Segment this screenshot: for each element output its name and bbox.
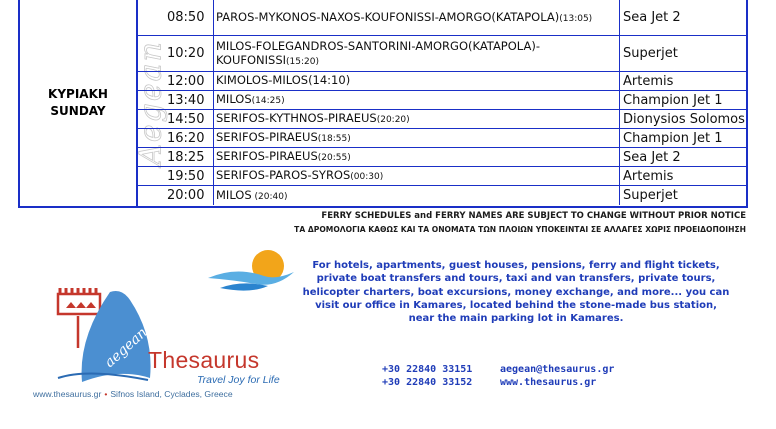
day-english: SUNDAY bbox=[50, 104, 106, 118]
departure-time: 18:25 bbox=[166, 148, 214, 166]
departure-time: 19:50 bbox=[166, 167, 214, 185]
departure-time: 10:20 bbox=[166, 36, 214, 71]
route-text: MILOS (20:40) bbox=[216, 187, 288, 202]
route bbox=[214, 186, 620, 205]
logo-text: aegean bbox=[101, 324, 151, 371]
phone-2[interactable]: +30 22840 33152 bbox=[382, 377, 473, 388]
schedule-row bbox=[138, 110, 746, 129]
arrival-time: (18:55) bbox=[317, 134, 351, 144]
contact-block bbox=[382, 363, 614, 389]
brand-location: Sifnos Island, Cyclades, Greece bbox=[110, 389, 233, 399]
route bbox=[214, 72, 620, 90]
arrival-time: (20:40) bbox=[251, 191, 288, 202]
ferry-name: Sea Jet 2 bbox=[623, 149, 681, 165]
route bbox=[214, 110, 620, 128]
brand-site[interactable]: www.thesaurus.gr bbox=[33, 389, 102, 399]
route bbox=[214, 91, 620, 109]
email-link[interactable]: aegean@thesaurus.gr bbox=[500, 364, 615, 375]
arrival-time: (00:30) bbox=[350, 172, 384, 182]
departure-time: 12:00 bbox=[166, 72, 214, 90]
route bbox=[214, 167, 620, 185]
departure-time: 16:20 bbox=[166, 129, 214, 147]
day-cell bbox=[20, 0, 138, 206]
services-info: For hotels, apartments, guest houses, pensions, ferry and flight tickets, private boat transfers and tours, taxi and van transfers, private tours, helicopter charters, boat excursions, money exchange, and more... you can visit our office in Kamares, located behind the stone-made bus station, near the main parking lot in Kamares. bbox=[302, 260, 730, 325]
schedule-row bbox=[138, 36, 746, 72]
route-text: MILOS-FOLEGANDROS-SANTORINI-AMORGO(KATAPOLA)-KOUFONISSI(15:20) bbox=[216, 38, 540, 67]
brand-tagline: Travel Joy for Life bbox=[197, 374, 280, 386]
schedule-row bbox=[138, 72, 746, 91]
notice-english: FERRY SCHEDULES and FERRY NAMES ARE SUBJECT TO CHANGE WITHOUT PRIOR NOTICE bbox=[321, 211, 746, 221]
departure-time: 08:50 bbox=[166, 0, 214, 35]
route bbox=[214, 36, 620, 71]
route-text: KIMOLOS-MILOS(14:10) bbox=[216, 73, 351, 87]
ferry-name: Superjet bbox=[623, 46, 678, 61]
schedule-row bbox=[138, 186, 746, 205]
notice-greek: ΤΑ ΔΡΟΜΟΛΟΓΙΑ ΚΑΘΩΣ ΚΑΙ ΤΑ ΟΝΟΜΑΤΑ ΤΩΝ ΠΛΟΙΩΝ ΥΠΟΚΕΙΝΤΑΙ ΣΕ ΑΛΛΑΓΕΣ ΧΩΡΙΣ ΠΡΟΕΙΔΟΠΟΙΗΣΗ bbox=[294, 225, 746, 234]
arrival-time: (20:55) bbox=[317, 153, 351, 163]
sun-icon bbox=[206, 248, 298, 298]
route-text: SERIFOS-PAROS-SYROS(00:30) bbox=[216, 168, 384, 182]
aegean-watermark: Aegean bbox=[133, 40, 169, 166]
ferry-schedule-table bbox=[18, 0, 748, 208]
route bbox=[214, 129, 620, 147]
arrival-time: (14:25) bbox=[251, 96, 285, 106]
departure-time: 20:00 bbox=[166, 186, 214, 205]
route-text: SERIFOS-KYTHNOS-PIRAEUS(20:20) bbox=[216, 111, 410, 125]
aegean-sail-logo bbox=[48, 278, 160, 388]
departure-time: 13:40 bbox=[166, 91, 214, 109]
ferry-name: Dionysios Solomos bbox=[623, 111, 745, 127]
departure-time: 14:50 bbox=[166, 110, 214, 128]
brand-footer bbox=[33, 389, 233, 399]
route-text: PAROS-MYKONOS-NAXOS-KOUFONISSI-AMORGO(KATAPOLA)(13:05) bbox=[216, 9, 593, 24]
arrival-time: (20:20) bbox=[376, 115, 410, 125]
ferry-name: Superjet bbox=[623, 188, 678, 203]
schedule-row bbox=[138, 148, 746, 167]
day-greek: ΚΥΡΙΑΚΗ bbox=[48, 87, 108, 101]
ferry-name: Sea Jet 2 bbox=[623, 10, 681, 25]
ferry-name: Artemis bbox=[623, 168, 674, 184]
schedule-row bbox=[138, 0, 746, 36]
route-text: SERIFOS-PIRAEUS(18:55) bbox=[216, 130, 351, 144]
brand-name: Thesaurus bbox=[148, 347, 260, 373]
ferry-name: Artemis bbox=[623, 73, 674, 89]
arrival-time: (15:20) bbox=[286, 56, 320, 67]
schedule-row bbox=[138, 129, 746, 148]
schedule-rows bbox=[133, 0, 746, 205]
route bbox=[214, 0, 620, 35]
route-text: SERIFOS-PIRAEUS(20:55) bbox=[216, 149, 351, 163]
ferry-name: Champion Jet 1 bbox=[623, 92, 723, 108]
bullet-icon: • bbox=[104, 389, 108, 399]
route bbox=[214, 148, 620, 166]
phone-1[interactable]: +30 22840 33151 bbox=[382, 364, 473, 375]
website-link[interactable]: www.thesaurus.gr bbox=[500, 377, 597, 388]
route-text: MILOS(14:25) bbox=[216, 92, 285, 106]
schedule-row bbox=[138, 91, 746, 110]
ferry-name: Champion Jet 1 bbox=[623, 130, 723, 146]
arrival-time: (13:05) bbox=[559, 13, 593, 24]
schedule-row bbox=[138, 167, 746, 186]
